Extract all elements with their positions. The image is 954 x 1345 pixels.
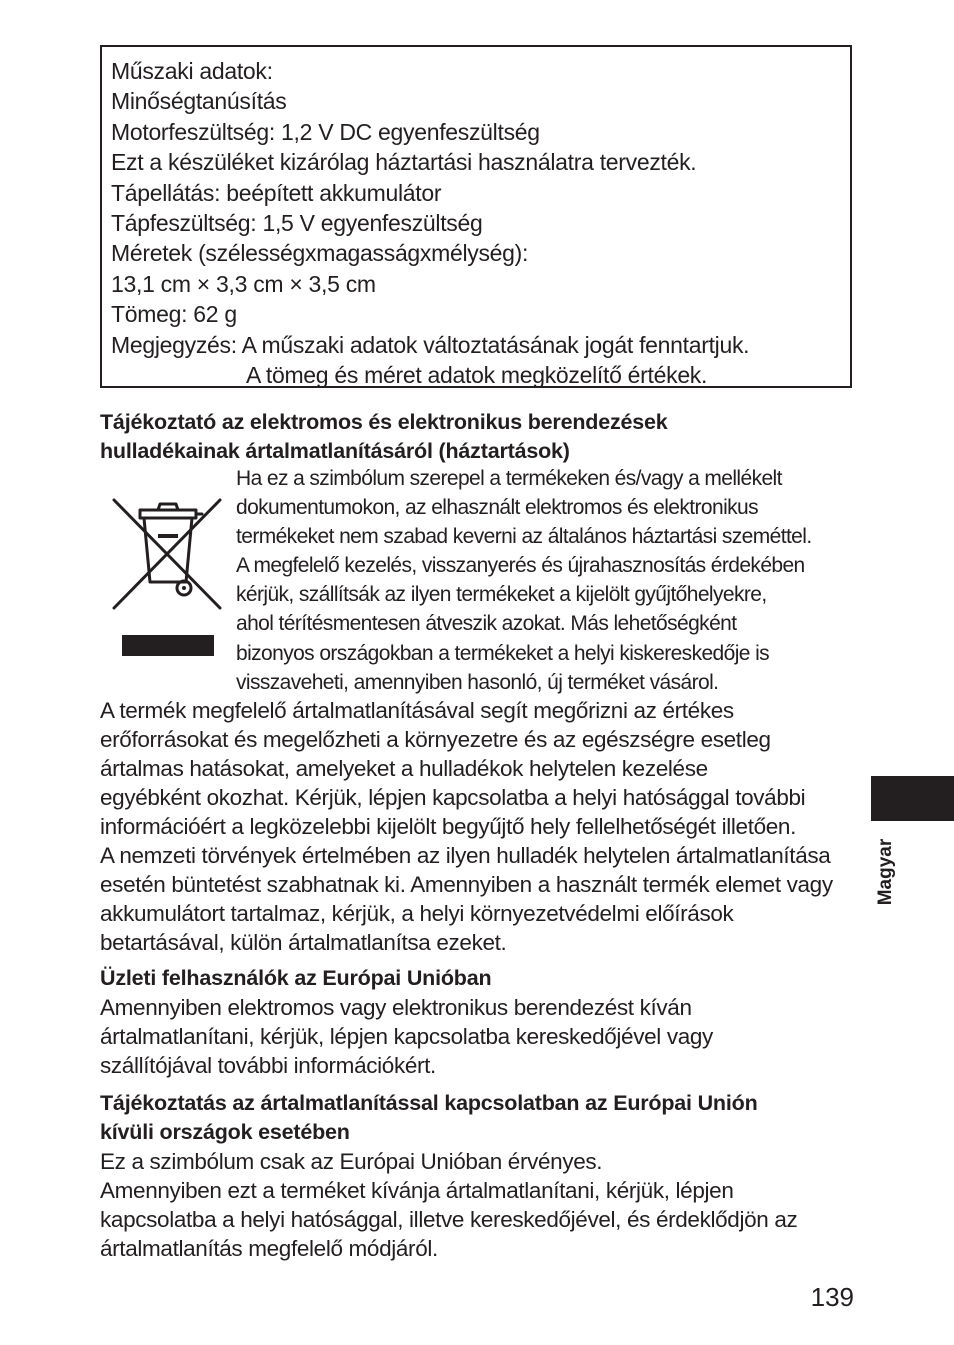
disposal-body (100, 696, 860, 957)
text-line: egyébként okozhat. Kérjük, lépjen kapcsolatba a helyi hatósággal további (100, 785, 806, 810)
text-line: Ez a szimbólum csak az Európai Unióban érvényes. (100, 1149, 603, 1174)
text-line: kapcsolatba a helyi hatósággal, illetve kereskedőjével, és érdeklődjön az (100, 1207, 798, 1232)
text-line: visszaveheti, amennyiben hasonló, új terméket vásárol. (236, 670, 719, 694)
spec-line: Műszaki adatok: (111, 58, 273, 84)
spec-line: Méretek (szélességxmagasságxmélység): (111, 240, 529, 267)
text-line: bizonyos országokban a termékeket a helyi kiskereskedője is (236, 641, 770, 665)
page-number: 139 (810, 1282, 854, 1312)
text-line: ártalmatlanítás megfelelő módjáról. (100, 1236, 438, 1261)
business-body (100, 993, 860, 1080)
heading-line: hulladékainak ártalmatlanításáról (háztartások) (100, 438, 570, 463)
text-line: Amennyiben elektromos vagy elektronikus berendezést kíván (100, 995, 692, 1020)
text-line: erőforrásokat és megelőzheti a környezetre és az egészségre esetleg (100, 727, 771, 752)
spec-line: Minőségtanúsítás (111, 88, 287, 115)
text-line: ahol térítésmentesen átveszik azokat. Más lehetőségként (236, 612, 737, 636)
spec-note: Megjegyzés: A műszaki adatok változtatásának jogát fenntartjuk. (111, 331, 750, 358)
business-heading: Üzleti felhasználók az Európai Unióban (100, 966, 492, 990)
text-line: esetén büntetést szabhatnak ki. Amennyiben a használt termék elemet vagy (100, 872, 833, 897)
spec-line: Tápfeszültség: 1,5 V egyenfeszültség (111, 210, 483, 237)
language-tab (871, 776, 954, 821)
non-eu-heading (100, 1089, 758, 1146)
heading-line: Tájékoztatás az ártalmatlanítással kapcsolatban az Európai Unión (100, 1091, 758, 1115)
spec-note-continued: A tömeg és méret adatok megközelítő értékek. (246, 362, 708, 389)
text-line: dokumentumokon, az elhasznált elektromos és elektronikus (236, 496, 759, 520)
date-marker-bar (122, 635, 214, 656)
non-eu-body (100, 1147, 860, 1263)
text-line: ártalmas hatásokat, amelyeket a hulladékok helytelen kezelése (100, 756, 708, 781)
spec-line: Tömeg: 62 g (111, 301, 237, 328)
text-line: Amennyiben ezt a terméket kívánja ártalmatlanítani, kérjük, lépjen (100, 1178, 734, 1203)
language-label: Magyar (875, 838, 896, 906)
spec-line: Tápellátás: beépített akkumulátor (111, 179, 442, 206)
text-line: akkumulátort tartalmaz, kérjük, a helyi környezetvédelmi előírások (100, 901, 734, 926)
heading-line: Tájékoztató az elektromos és elektronikus berendezések (100, 410, 668, 434)
text-line: szállítójával további információkért. (100, 1053, 436, 1078)
text-line: ártalmatlanítani, kérjük, lépjen kapcsolatba kereskedőjével vagy (100, 1024, 713, 1049)
text-line: kérjük, szállítsák az ilyen termékeket a kijelölt gyűjtőhelyekre, (236, 583, 767, 607)
disposal-heading (100, 408, 668, 465)
text-line: A termék megfelelő ártalmatlanításával segít megőrizni az értékes (100, 698, 734, 723)
spec-line: 13,1 cm × 3,3 cm × 3,5 cm (111, 270, 376, 297)
symbol-description (236, 464, 856, 697)
text-line: Ha ez a szimbólum szerepel a termékeken és/vagy a mellékelt (236, 467, 782, 490)
spec-line: Ezt a készüléket kizárólag háztartási használatra tervezték. (111, 149, 697, 176)
text-line: termékeket nem szabad keverni az általános háztartási szeméttel. (236, 525, 812, 549)
text-line: A megfelelő kezelés, visszanyerés és újrahasznosítás érdekében (236, 554, 805, 578)
text-line: betartásával, külön ártalmatlanítsa ezeket. (100, 930, 507, 955)
crossed-out-wheelie-bin-icon (110, 494, 226, 612)
text-line: A nemzeti törvények értelmében az ilyen hulladék helytelen ártalmatlanítása (100, 843, 831, 868)
heading-line: kívüli országok esetében (100, 1119, 350, 1144)
specifications-box (100, 45, 852, 388)
text-line: információért a legközelebbi kijelölt begyűjtő hely fellelhetőségét illetően. (100, 814, 796, 839)
spec-line: Motorfeszültség: 1,2 V DC egyenfeszültség (111, 118, 540, 145)
